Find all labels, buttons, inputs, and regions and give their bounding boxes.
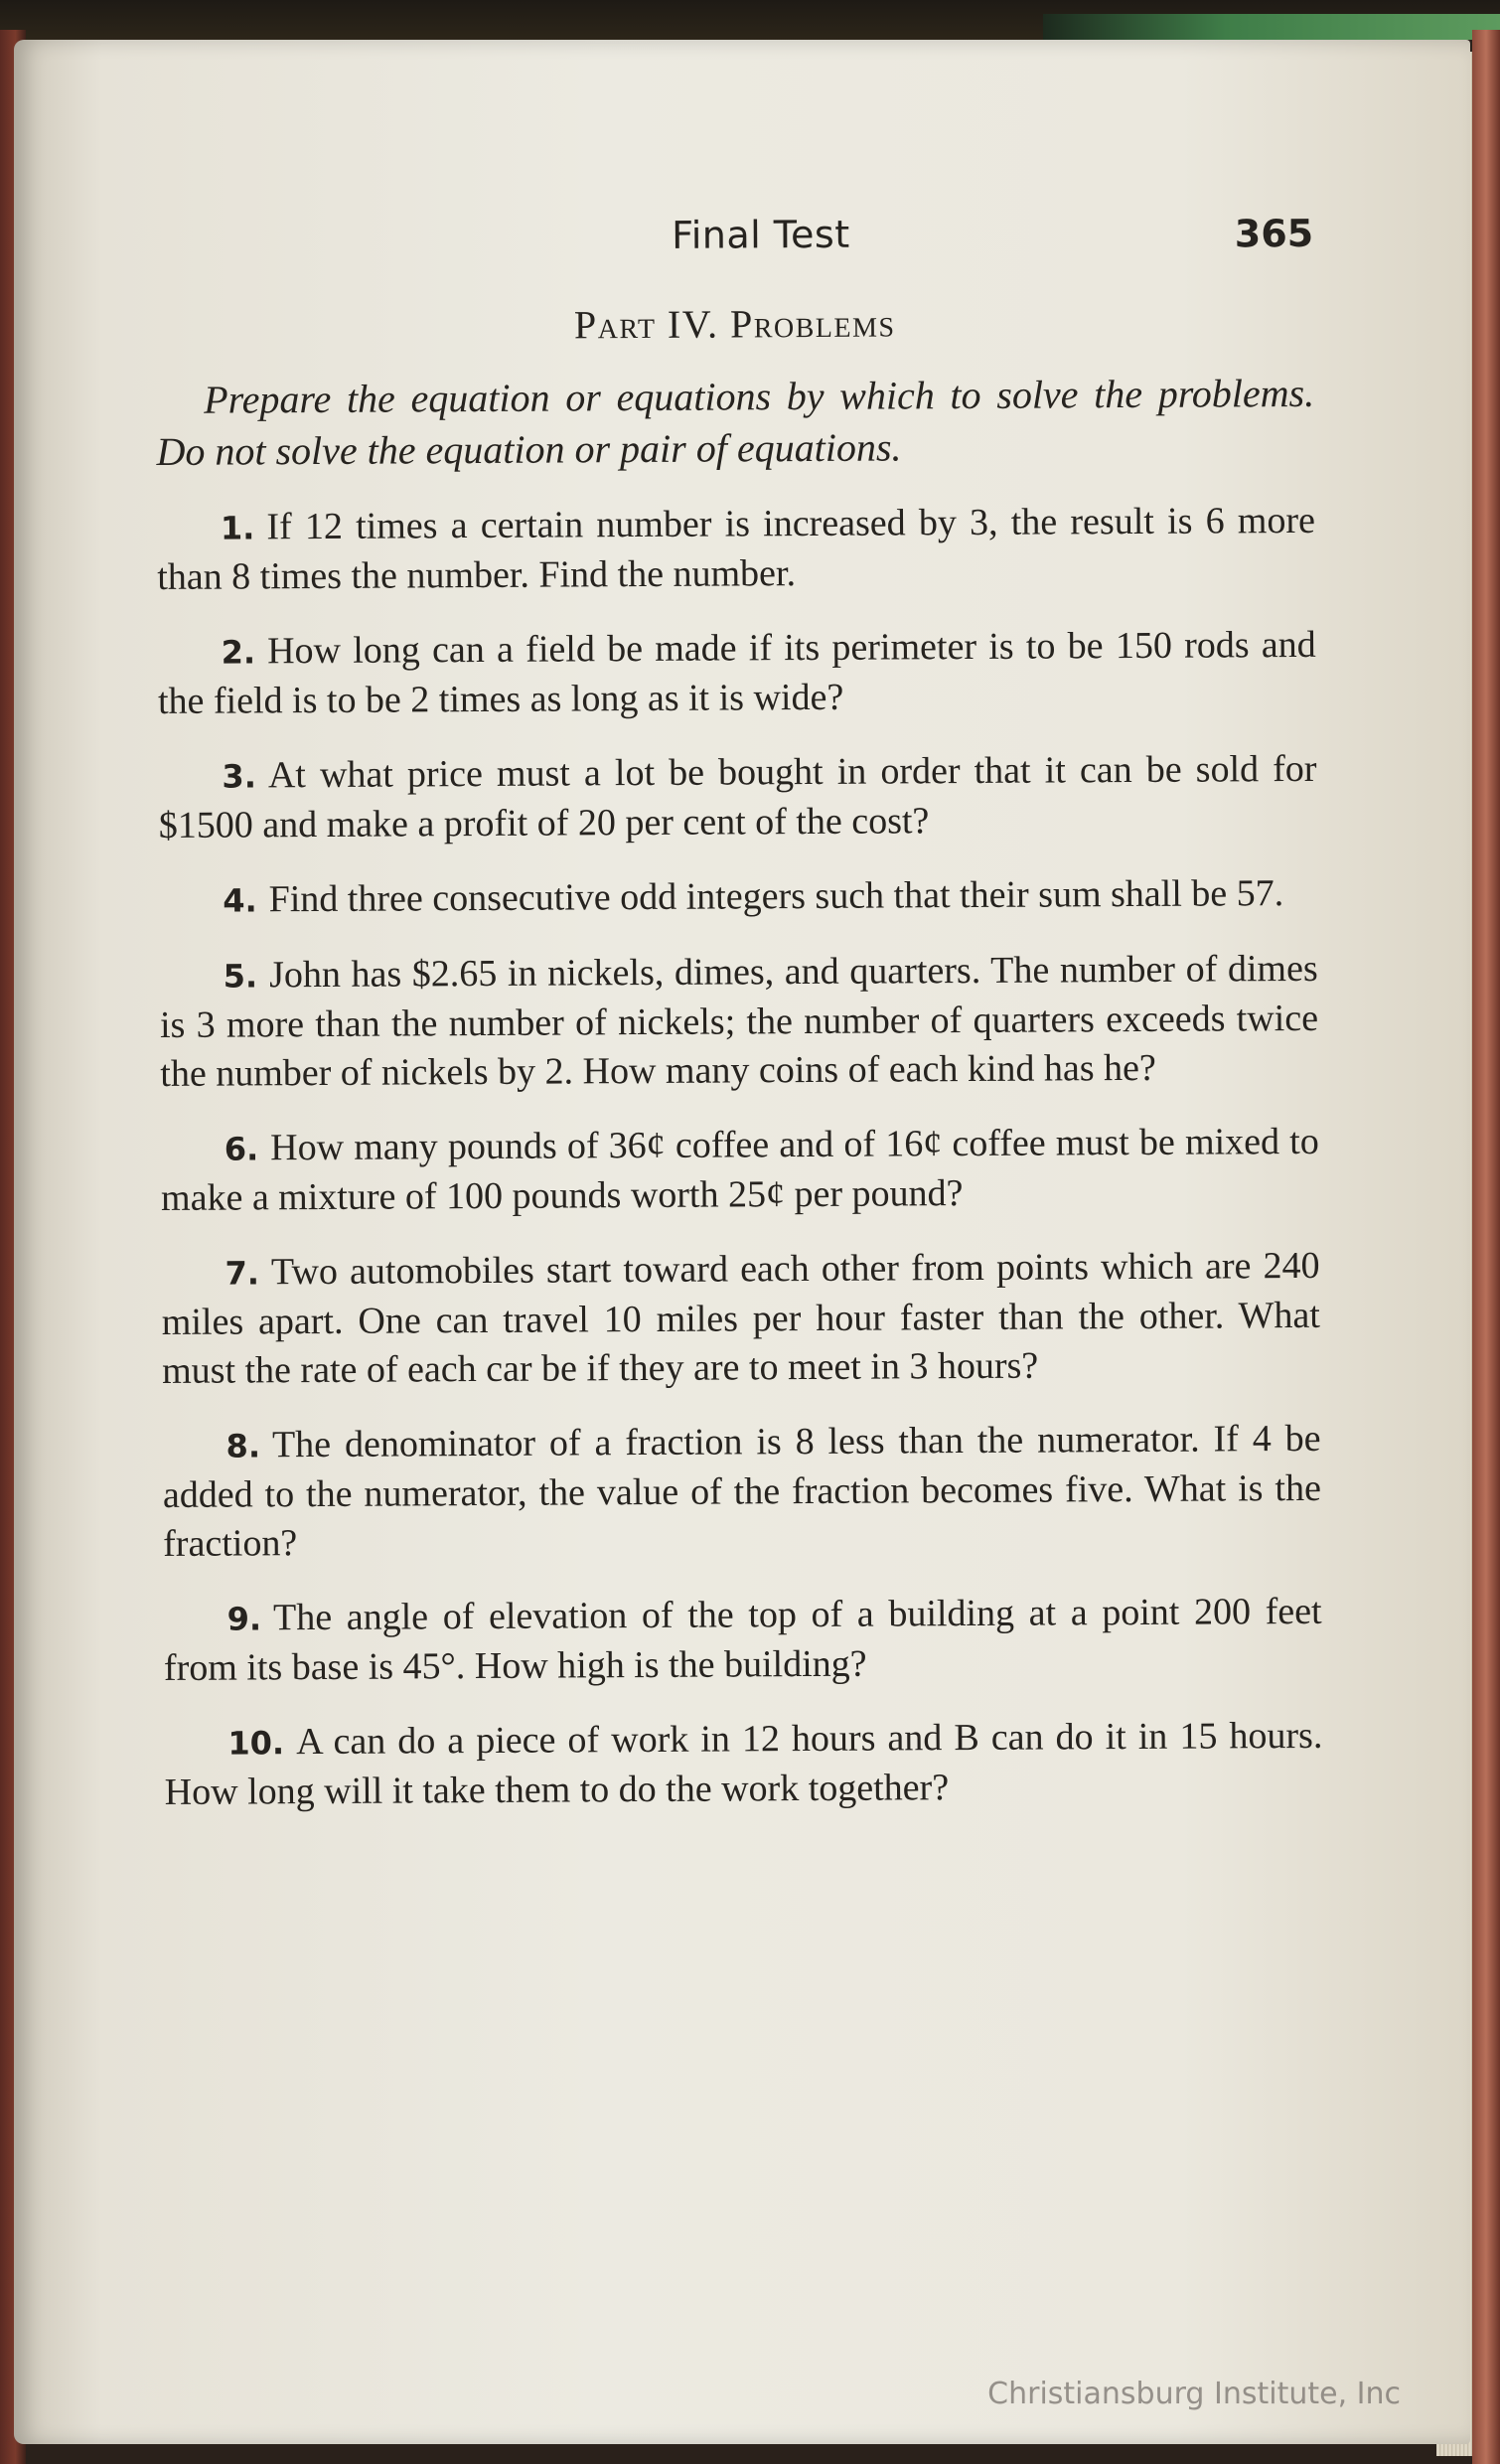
problem-number: 2.	[221, 633, 256, 672]
running-head	[155, 202, 1313, 268]
problem-number: 1.	[220, 509, 255, 547]
instructions: Prepare the equation or equations by which to solve the problems. Do not solve the equation or pair of equations.	[156, 370, 1315, 474]
problem-6	[161, 1118, 1320, 1223]
book-cover-right	[1472, 30, 1500, 2464]
problem-1	[157, 497, 1316, 602]
problem-3	[158, 745, 1317, 850]
problem-10	[164, 1712, 1323, 1817]
page-content	[155, 202, 1323, 1817]
watermark: Christiansburg Institute, Inc	[987, 2377, 1401, 2411]
problem-number: 8.	[225, 1427, 261, 1465]
book-page	[14, 40, 1470, 2444]
part-heading: Part IV. Problems	[573, 300, 896, 348]
problem-number: 10.	[227, 1724, 285, 1763]
problem-text: If 12 times a certain number is increased by 3, the result is 6 more than 8 times the number. Find the number.	[157, 499, 1316, 598]
running-title: Final Test	[672, 212, 850, 257]
problem-8	[162, 1415, 1321, 1569]
book-cover-green-strip	[1043, 14, 1500, 40]
problem-number: 5.	[223, 957, 258, 996]
problem-7	[161, 1242, 1320, 1396]
problem-text: The angle of elevation of the top of a building at a point 200 feet from its base is 45°. How high is the building?	[163, 1590, 1322, 1689]
problem-number: 7.	[225, 1254, 260, 1293]
problem-text: Find three consecutive odd integers such that their sum shall be 57.	[268, 872, 1284, 921]
problem-2	[158, 621, 1317, 726]
problem-9	[164, 1588, 1323, 1693]
problem-text: At what price must a lot be bought in order that it can be sold for $1500 and make a profit of 20 per cent of the cost?	[158, 747, 1317, 847]
problem-text: How long can a field be made if its perimeter is to be 150 rods and the field is to be 2 times as long as it is wide?	[157, 623, 1316, 722]
problem-text: The denominator of a fraction is 8 less than the numerator. If 4 be added to the numerator, the value of the fraction becomes five. What is the fraction?	[162, 1417, 1322, 1565]
problem-4	[159, 869, 1317, 926]
problem-text: How many pounds of 36¢ coffee and of 16¢ coffee must be mixed to make a mixture of 100 pounds worth 25¢ per pound?	[160, 1120, 1319, 1219]
problem-text: John has $2.65 in nickels, dimes, and quarters. The number of dimes is 3 more than the number of nickels; the number of quarters exceeds twice the number of nickels by 2. How many coins of each kind has he?	[159, 947, 1319, 1095]
page-number: 365	[1234, 211, 1314, 256]
problem-5	[160, 945, 1319, 1099]
problem-text: A can do a piece of work in 12 hours and B can do it in 15 hours. How long will it take them to do the work together?	[164, 1714, 1323, 1813]
problem-number: 6.	[224, 1130, 259, 1168]
problem-number: 4.	[223, 881, 257, 920]
problem-number: 9.	[226, 1600, 262, 1638]
problem-number: 3.	[222, 757, 257, 796]
problem-text: Two automobiles start toward each other from points which are 240 miles apart. One can travel 10 miles per hour faster than the other. What must the rate of each car be if they are to meet in 3 hours?	[161, 1244, 1320, 1392]
